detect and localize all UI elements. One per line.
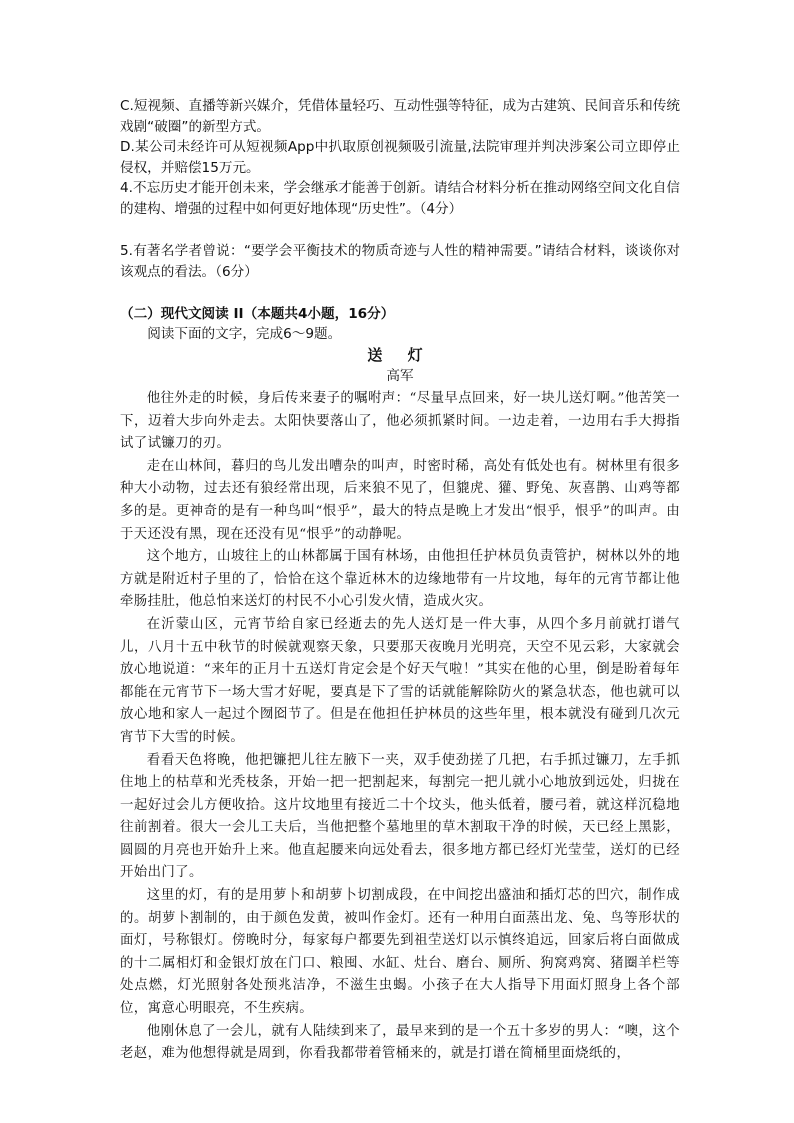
section-block (120, 304, 680, 386)
article-paragraph: 这个地方，山坡往上的山林都属于国有林场，由他担任护林员负责管护，树林以外的地方就是附近村子里的了，恰恰在这个靠近林木的边缘地带有一片坟地，每年的元宵节都让他牵肠挂肚，他总怕来送灯的村民不小心引发火情，造成火灾。 (120, 549, 680, 610)
article-paragraph: 在沂蒙山区，元宵节给自家已经逝去的先人送灯是一件大事，从四个多月前就打谱气儿，八月十五中秋节的时候就观察天象，只要那天夜晚月光明亮，天空不见云彩，大家就会放心地说道：“来年的正月十五送灯肯定会是个好天气啦！”其实在他的心里，倒是盼着每年都能在元宵节下一场大雪才好呢，要真是下了雪的话就能解除防火的紧急状态，他也就可以放心地和家人一起过个囫囵节了。但是在他担任护林员的这些年里，根本就没有碰到几次元宵节下大雪的时候。 (120, 616, 680, 745)
options-block (120, 96, 680, 219)
article-paragraph: 他往外走的时候，身后传来妻子的嘱咐声：“尽量早点回来，好一块儿送灯啊。”他苦笑一下，迈着大步向外走去。太阳快要落山了，他必须抓紧时间。一边走着，一边用右手大拇指试了试镰刀的刃。 (120, 391, 680, 452)
article-paragraph: 他刚休息了一会儿，就有人陆续到来了，最早来到的是一个五十多岁的男人：“噢，这个老赵，难为他想得就是周到，你看我都带着管桶来的，就是打谱在简桶里面烧纸的， (120, 1023, 680, 1062)
option-c: C.短视频、直播等新兴媒介，凭借体量轻巧、互动性强等特征，成为古建筑、民间音乐和传统戏剧“破圈”的新型方式。 (120, 98, 680, 135)
option-d: D.某公司未经许可从短视频App中扒取原创视频吸引流量,法院审理并判决涉案公司立即停止侵权，并赔偿15万元。 (120, 139, 680, 176)
article-body (120, 388, 680, 1066)
article-title: 送 灯 (367, 346, 433, 364)
article-paragraph: 看看天色将晚，他把镰把儿往左腋下一夹，双手使劲搓了几把，右手抓过镰刀，左手抓住地上的枯草和光秃枝条，开始一把一把割起来，每割完一把儿就小心地放到远处，归拢在一起好过会儿方便收拾。这片坟地里有接近二十个坟头，他头低着，腰弓着，就这样沉稳地往前割着。很大一会儿工夫后，当他把整个墓地里的草木割取干净的时候，天已经上黑影，圆圆的月亮也开始升上来。他直起腰来向远处看去，很多地方都已经灯光莹莹，送灯的已经开始出门了。 (120, 752, 680, 881)
section-heading: （二）现代文阅读 II（本题共4小题，16分） (120, 306, 395, 322)
question-5: 5.有著名学者曾说：“要学会平衡技术的物质奇迹与人性的精神需要。”请结合材料，谈谈你对该观点的看法。（6分） (120, 243, 680, 280)
question-4: 4.不忘历史才能开创未来，学会继承才能善于创新。请结合材料分析在推动网络空间文化自信的建构、增强的过程中如何更好地体现“历史性”。（4分） (120, 180, 680, 217)
article-paragraph: 走在山林间，暮归的鸟儿发出嘈杂的叫声，时密时稀，高处有低处也有。树林里有很多种大小动物，过去还有狼经常出现，后来狼不见了，但貔虎、獾、野兔、灰喜鹊、山鸡等都多的是。更神奇的是有一种鸟叫“恨乎”，最大的特点是晚上才发出“恨乎，恨乎”的叫声。由于天还没有黑，现在还没有见“恨乎”的动静呢。 (120, 458, 680, 542)
article-author: 高军 (386, 368, 414, 384)
question-5-block (120, 241, 680, 282)
section-instruction: 阅读下面的文字，完成6～9题。 (147, 326, 342, 342)
article-paragraph: 这里的灯，有的是用萝卜和胡萝卜切割成段，在中间挖出盛油和插灯芯的凹穴，制作成的。胡萝卜割制的，由于颜色发黄，被叫作金灯。还有一种用白面蒸出龙、兔、鸟等形状的面灯，号称银灯。傍晚时分，每家每户都要先到祖茔送灯以示慎终追远，回家后将白面做成的十二属相灯和金银灯放在门口、粮囤、水缸、灶台、磨台、厕所、狗窝鸡窝、猪圈羊栏等处点燃，灯光照射各处预兆洁净，不滋生虫蝎。小孩子在大人指导下用面灯照身上各个部位，寓意心明眼亮，不生疾病。 (120, 888, 680, 1017)
